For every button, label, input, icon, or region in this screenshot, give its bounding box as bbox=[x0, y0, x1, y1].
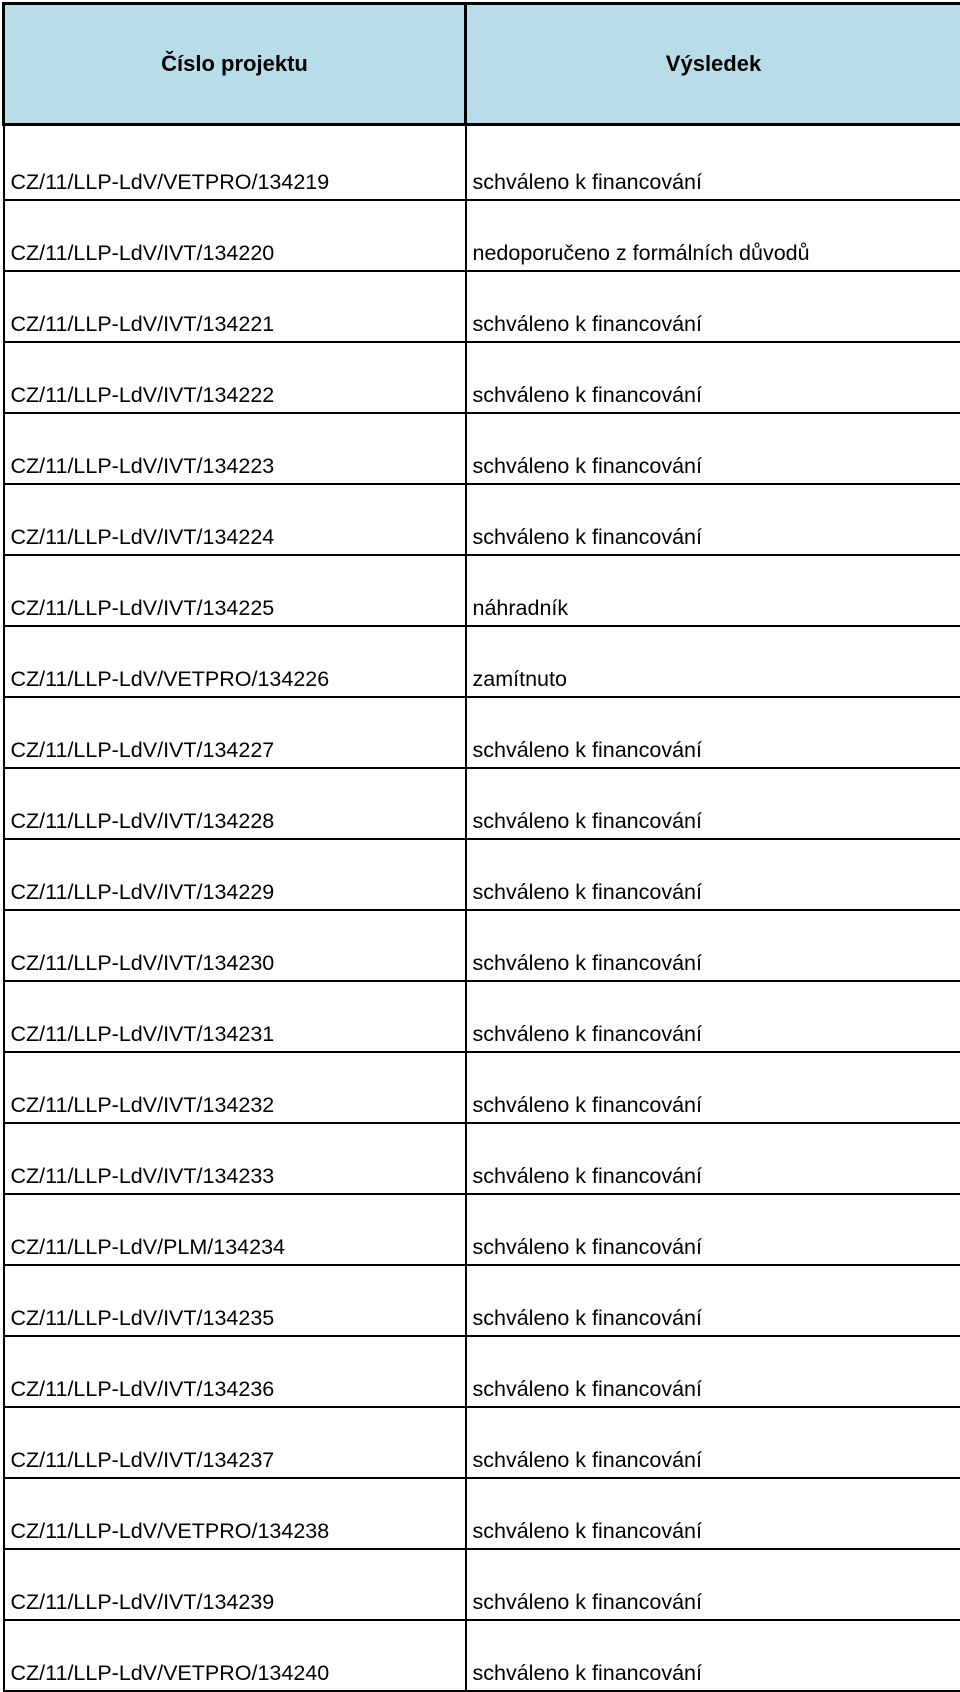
result-cell: schváleno k financování bbox=[466, 1478, 960, 1549]
result-cell: schváleno k financování bbox=[466, 413, 960, 484]
result-cell: schváleno k financování bbox=[466, 1194, 960, 1265]
result-cell: schváleno k financování bbox=[466, 1407, 960, 1478]
table-row bbox=[4, 1620, 960, 1691]
result-cell: schváleno k financování bbox=[466, 1265, 960, 1336]
project-number-cell: CZ/11/LLP-LdV/IVT/134222 bbox=[4, 342, 466, 413]
header-project-number: Číslo projektu bbox=[4, 4, 466, 125]
project-number-cell: CZ/11/LLP-LdV/IVT/134225 bbox=[4, 555, 466, 626]
table-row bbox=[4, 1407, 960, 1478]
table-row bbox=[4, 626, 960, 697]
result-cell: schváleno k financování bbox=[466, 342, 960, 413]
project-number-cell: CZ/11/LLP-LdV/IVT/134233 bbox=[4, 1123, 466, 1194]
header-result: Výsledek bbox=[466, 4, 960, 125]
project-results-table bbox=[2, 2, 960, 1692]
table-row bbox=[4, 768, 960, 839]
project-number-cell: CZ/11/LLP-LdV/IVT/134239 bbox=[4, 1549, 466, 1620]
project-number-cell: CZ/11/LLP-LdV/VETPRO/134219 bbox=[4, 125, 466, 200]
project-number-cell: CZ/11/LLP-LdV/IVT/134235 bbox=[4, 1265, 466, 1336]
header-row bbox=[4, 4, 960, 125]
result-cell: schváleno k financování bbox=[466, 768, 960, 839]
project-number-cell: CZ/11/LLP-LdV/IVT/134221 bbox=[4, 271, 466, 342]
table-row bbox=[4, 1549, 960, 1620]
result-cell: schváleno k financování bbox=[466, 125, 960, 200]
project-number-cell: CZ/11/LLP-LdV/PLM/134234 bbox=[4, 1194, 466, 1265]
project-number-cell: CZ/11/LLP-LdV/IVT/134229 bbox=[4, 839, 466, 910]
project-number-cell: CZ/11/LLP-LdV/IVT/134231 bbox=[4, 981, 466, 1052]
project-number-cell: CZ/11/LLP-LdV/IVT/134236 bbox=[4, 1336, 466, 1407]
project-number-cell: CZ/11/LLP-LdV/VETPRO/134238 bbox=[4, 1478, 466, 1549]
result-cell: schváleno k financování bbox=[466, 1549, 960, 1620]
table-row bbox=[4, 555, 960, 626]
project-number-cell: CZ/11/LLP-LdV/IVT/134220 bbox=[4, 200, 466, 271]
table-row bbox=[4, 1052, 960, 1123]
project-number-cell: CZ/11/LLP-LdV/IVT/134230 bbox=[4, 910, 466, 981]
results-sheet bbox=[2, 2, 960, 1689]
result-cell: náhradník bbox=[466, 555, 960, 626]
project-number-cell: CZ/11/LLP-LdV/IVT/134224 bbox=[4, 484, 466, 555]
table-row bbox=[4, 484, 960, 555]
table-row bbox=[4, 1194, 960, 1265]
table-row bbox=[4, 981, 960, 1052]
project-number-cell: CZ/11/LLP-LdV/IVT/134232 bbox=[4, 1052, 466, 1123]
result-cell: nedoporučeno z formálních důvodů bbox=[466, 200, 960, 271]
project-number-cell: CZ/11/LLP-LdV/IVT/134228 bbox=[4, 768, 466, 839]
table-row bbox=[4, 342, 960, 413]
result-cell: schváleno k financování bbox=[466, 697, 960, 768]
table-body bbox=[4, 125, 960, 1691]
result-cell: schváleno k financování bbox=[466, 981, 960, 1052]
result-cell: schváleno k financování bbox=[466, 1336, 960, 1407]
project-number-cell: CZ/11/LLP-LdV/IVT/134227 bbox=[4, 697, 466, 768]
table-row bbox=[4, 200, 960, 271]
table-row bbox=[4, 413, 960, 484]
project-number-cell: CZ/11/LLP-LdV/IVT/134223 bbox=[4, 413, 466, 484]
result-cell: schváleno k financování bbox=[466, 1620, 960, 1691]
table-row bbox=[4, 910, 960, 981]
result-cell: schváleno k financování bbox=[466, 271, 960, 342]
table-row bbox=[4, 697, 960, 768]
table-row bbox=[4, 1123, 960, 1194]
result-cell: zamítnuto bbox=[466, 626, 960, 697]
project-number-cell: CZ/11/LLP-LdV/VETPRO/134226 bbox=[4, 626, 466, 697]
result-cell: schváleno k financování bbox=[466, 484, 960, 555]
table-row bbox=[4, 271, 960, 342]
result-cell: schváleno k financování bbox=[466, 1052, 960, 1123]
table-row bbox=[4, 1478, 960, 1549]
result-cell: schváleno k financování bbox=[466, 910, 960, 981]
table-row bbox=[4, 1265, 960, 1336]
result-cell: schváleno k financování bbox=[466, 1123, 960, 1194]
project-number-cell: CZ/11/LLP-LdV/IVT/134237 bbox=[4, 1407, 466, 1478]
table-row bbox=[4, 1336, 960, 1407]
result-cell: schváleno k financování bbox=[466, 839, 960, 910]
table-row bbox=[4, 125, 960, 200]
project-number-cell: CZ/11/LLP-LdV/VETPRO/134240 bbox=[4, 1620, 466, 1691]
table-row bbox=[4, 839, 960, 910]
